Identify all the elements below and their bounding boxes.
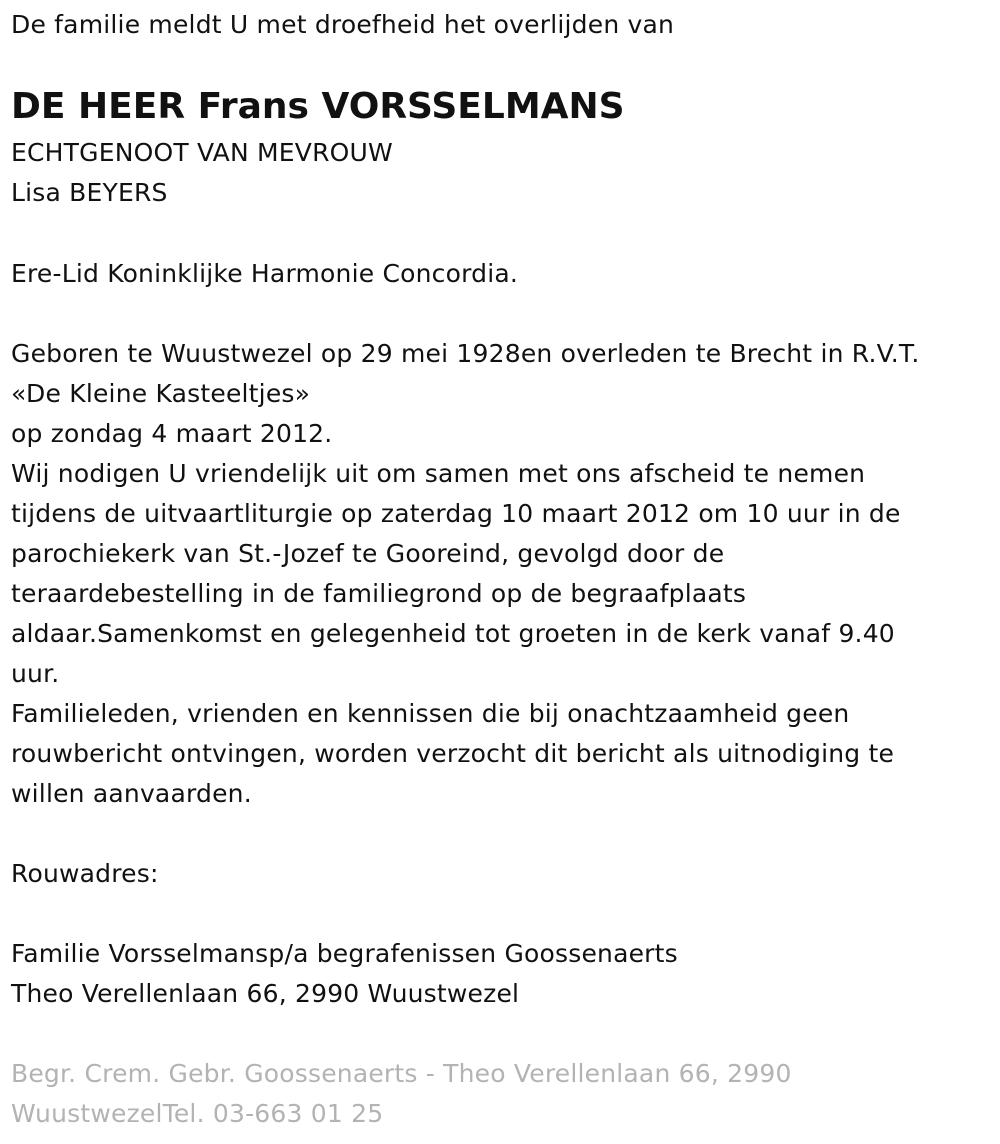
body-line: op zondag 4 maart 2012. [11, 419, 333, 448]
footer-line: Begr. Crem. Gebr. Goossenaerts - Theo Verellenlaan 66, 2990 [11, 1059, 792, 1088]
spouse-name: Lisa BEYERS [11, 178, 168, 207]
body-line: Wij nodigen U vriendelijk uit om samen met ons afscheid te nemen [11, 459, 866, 488]
body-line: parochiekerk van St.-Jozef te Gooreind, gevolgd door de [11, 539, 725, 568]
intro-text: De familie meldt U met droefheid het overlijden van [11, 10, 675, 39]
address-block [11, 934, 678, 1014]
footer-line: WuustwezelTel. 03-663 01 25 [11, 1099, 384, 1128]
body-line: aldaar.Samenkomst en gelegenheid tot groeten in de kerk vanaf 9.40 [11, 619, 895, 648]
body-line: Familieleden, vrienden en kennissen die bij onachtzaamheid geen [11, 699, 850, 728]
notice-body [11, 334, 920, 814]
body-line: uur. [11, 659, 60, 688]
body-line: willen aanvaarden. [11, 779, 252, 808]
deceased-name: DE HEER Frans VORSSELMANS [11, 86, 625, 127]
honor-text: Ere-Lid Koninklijke Harmonie Concordia. [11, 259, 519, 288]
address-label: Rouwadres: [11, 859, 159, 888]
funeral-home-footer [11, 1054, 792, 1134]
spouse-label: ECHTGENOOT VAN MEVROUW [11, 138, 393, 167]
body-line: Geboren te Wuustwezel op 29 mei 1928en overleden te Brecht in R.V.T. [11, 339, 920, 368]
body-line: tijdens de uitvaartliturgie op zaterdag 10 maart 2012 om 10 uur in de [11, 499, 901, 528]
body-line: rouwbericht ontvingen, worden verzocht dit bericht als uitnodiging te [11, 739, 895, 768]
address-line: Theo Verellenlaan 66, 2990 Wuustwezel [11, 979, 520, 1008]
body-line: «De Kleine Kasteeltjes» [11, 379, 311, 408]
address-line: Familie Vorsselmansp/a begrafenissen Goossenaerts [11, 939, 678, 968]
body-line: teraardebestelling in de familiegrond op de begraafplaats [11, 579, 747, 608]
